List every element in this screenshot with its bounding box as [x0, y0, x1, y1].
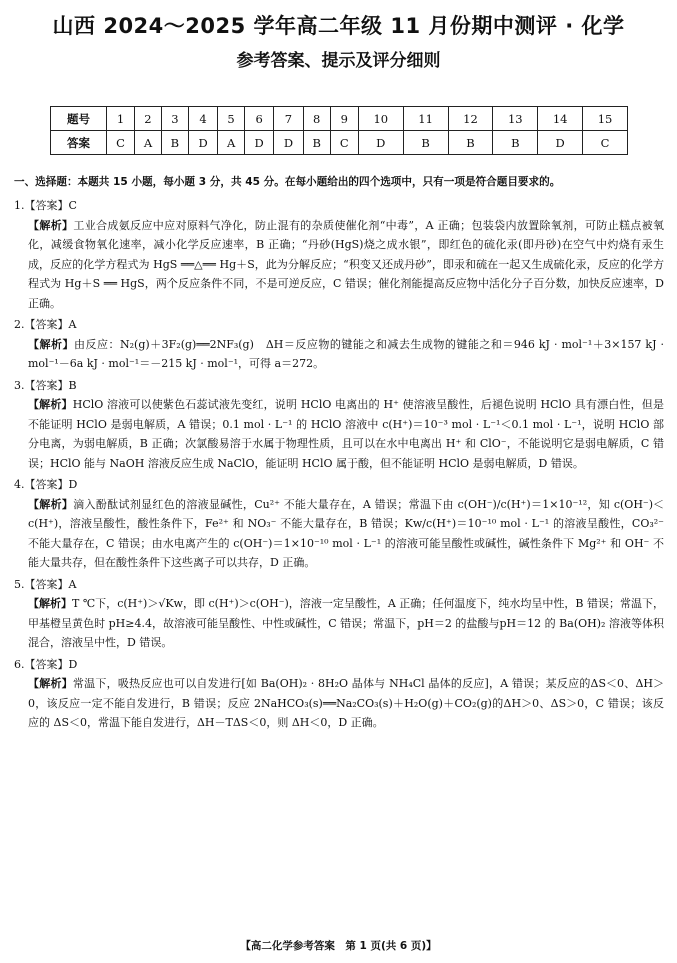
- answer-cell: B: [448, 131, 493, 155]
- explanation-text: 常温下，吸热反应也可以自发进行[如 Ba(OH)₂ · 8H₂O 晶体与 NH₄Cl 晶体的反应]，A 错误；某反应的ΔS＜0、ΔH＞0，该反应一定不能自发进行，B 错误；反应 2NaHCO₃(s)══Na₂CO₃(s)＋H₂O(g)＋CO₂(g)的ΔH＞0、ΔS＞0，C 错误；该反应的 ΔS＜0，常温下能自发进行，ΔH－TΔS＜0，则 ΔH＜0，D 正确。: [28, 677, 665, 729]
- answer-cell: C: [330, 131, 358, 155]
- explanation-text: 由反应：N₂(g)＋3F₂(g)══2NF₃(g) ΔH＝反应物的键能之和减去生成物的键能之和＝946 kJ · mol⁻¹＋3×157 kJ · mol⁻¹－6a kJ · mol⁻¹＝－215 kJ · mol⁻¹，可得 a＝272。: [28, 337, 665, 370]
- question-3: [14, 376, 664, 474]
- question-answer: 1.【答案】C: [14, 199, 77, 212]
- explanation-text: 滴入酚酞试剂显红色的溶液显碱性，Cu²⁺ 不能大量存在，A 错误；常温下由 c(OH⁻)/c(H⁺)＝1×10⁻¹²，知 c(OH⁻)＜c(H⁺)，溶液呈酸性，酸性条件下，Fe²⁺ 和 NO₃⁻ 不能大量存在，B 错误；Kw/c(H⁺)＝10⁻¹⁰ mol · L⁻¹ 的溶液呈酸性，CO₃²⁻ 不能大量存在，C 错误；由水电离产生的 c(OH⁻)＝1×10⁻¹⁰ mol · L⁻¹ 的溶液可能呈酸性或碱性，碱性条件下 Mg²⁺ 和 OH⁻ 不能大量共存，但在酸性条件下这些离子可以共存，D 正确。: [28, 497, 665, 569]
- question-number: 5: [218, 107, 245, 131]
- question-answer: 6.【答案】D: [14, 657, 78, 671]
- answer-cell: A: [218, 131, 245, 155]
- question-number: 13: [493, 107, 538, 131]
- question-explanation: [14, 594, 664, 653]
- answer-cell: B: [493, 131, 538, 155]
- question-explanation: [14, 395, 664, 473]
- question-number: 2: [135, 107, 162, 131]
- explanation-text: HClO 溶液可以使紫色石蕊试液先变红，说明 HClO 电离出的 H⁺ 使溶液呈酸性，后褪色说明 HClO 具有漂白性，但是不能证明 HClO 是弱电解质，A 错误；0.1 mol · L⁻¹ 的 HClO 溶液中 c(H⁺)＝10⁻³ mol · L⁻¹＜0.1 mol · L⁻¹，说明 HClO 部分电离，为弱电解质，B 正确；次氯酸易溶于水属于物理性质，且可以在水中电离出 H⁺ 和 ClO⁻，不能说明它是弱电解质，C 错误；HClO 能与 NaOH 溶液反应生成 NaClO，能证明 HClO 属于酸，但不能证明 HClO 是弱电解质，D 错误。: [28, 398, 664, 470]
- answer-cell: D: [188, 131, 217, 155]
- answer-row: [51, 131, 628, 155]
- question-6: [14, 655, 664, 733]
- question-number: 6: [244, 107, 273, 131]
- question-number: 7: [274, 107, 303, 131]
- question-number: 15: [583, 107, 628, 131]
- answer-cell: B: [303, 131, 330, 155]
- question-1: [14, 196, 664, 313]
- page-title: 山西 2024～2025 学年高二年级 11 月份期中测评 · 化学: [52, 14, 625, 38]
- explanation-tag: 【解析】: [28, 497, 74, 511]
- answer-explanations: [14, 194, 664, 733]
- question-number: 4: [188, 107, 217, 131]
- answer-cell: D: [538, 131, 583, 155]
- explanation-tag: 【解析】: [28, 677, 73, 690]
- question-explanation: [14, 495, 664, 573]
- question-number: 14: [538, 107, 583, 131]
- question-number: 3: [161, 107, 188, 131]
- question-number-row: [51, 107, 628, 131]
- answer-cell: D: [358, 131, 403, 155]
- question-4: [14, 475, 664, 573]
- page-footer: 【高二化学参考答案 第 1 页(共 6 页)】: [240, 940, 437, 952]
- explanation-tag: 【解析】: [28, 218, 74, 232]
- row-label-number: 题号: [51, 107, 107, 131]
- answer-cell: C: [583, 131, 628, 155]
- page-subtitle: 参考答案、提示及评分细则: [236, 51, 441, 71]
- explanation-text: 工业合成氨反应中应对原料气净化，防止混有的杂质使催化剂“中毒”，A 正确；包装袋内放置除氧剂，可防止糕点被氧化，减缓食物氧化速率，减小化学反应速率，B 正确；“丹砂(HgS)烧之成水银”，即红色的硫化汞(即丹砂)在空气中灼烧有汞生成，反应的化学方程式为 HgS ══△══ Hg＋S，此为分解反应；“积变又还成丹砂”，即汞和硫在一起又生成硫化汞，反应的化学方程式为 Hg＋S ══ HgS，两个反应条件不同，不是可逆反应，C 错误；催化剂能提高反应物中活化分子百分数，加快反应速率，D 正确。: [28, 218, 665, 310]
- row-label-answer: 答案: [51, 131, 107, 155]
- answer-cell: D: [244, 131, 273, 155]
- explanation-tag: 【解析】: [28, 597, 73, 610]
- answer-cell: B: [161, 131, 188, 155]
- question-answer: 2.【答案】A: [14, 318, 77, 331]
- answer-cell: B: [403, 131, 448, 155]
- question-5: [14, 575, 664, 653]
- question-number: 9: [330, 107, 358, 131]
- question-explanation: [14, 674, 664, 733]
- explanation-text: T ℃下，c(H⁺)＞√Kw，即 c(H⁺)＞c(OH⁻)，溶液一定呈酸性，A 正确；任何温度下，纯水均呈中性，B 错误；常温下，甲基橙呈黄色时 pH≥4.4，故溶液可能呈酸性、中性或碱性，C 错误；常温下，pH＝2 的盐酸与pH＝12 的 Ba(OH)₂ 溶液等体积混合，溶液呈中性，D 错误。: [28, 597, 665, 649]
- question-number: 8: [303, 107, 330, 131]
- question-answer: 5.【答案】A: [14, 577, 77, 591]
- answer-cell: C: [107, 131, 135, 155]
- question-number: 12: [448, 107, 493, 131]
- answer-table: [50, 106, 628, 155]
- section-heading: 一、选择题：本题共 15 小题，每小题 3 分，共 45 分。在每小题给出的四个选项中，只有一项是符合题目要求的。: [14, 176, 561, 188]
- explanation-tag: 【解析】: [28, 398, 73, 411]
- question-explanation: [14, 216, 664, 314]
- question-2: [14, 315, 664, 374]
- question-answer: 3.【答案】B: [14, 378, 77, 392]
- question-number: 10: [358, 107, 403, 131]
- question-number: 11: [403, 107, 448, 131]
- answer-cell: D: [274, 131, 303, 155]
- answer-cell: A: [135, 131, 162, 155]
- question-number: 1: [107, 107, 135, 131]
- question-explanation: [14, 335, 664, 374]
- explanation-tag: 【解析】: [28, 337, 74, 351]
- question-answer: 4.【答案】D: [14, 478, 78, 491]
